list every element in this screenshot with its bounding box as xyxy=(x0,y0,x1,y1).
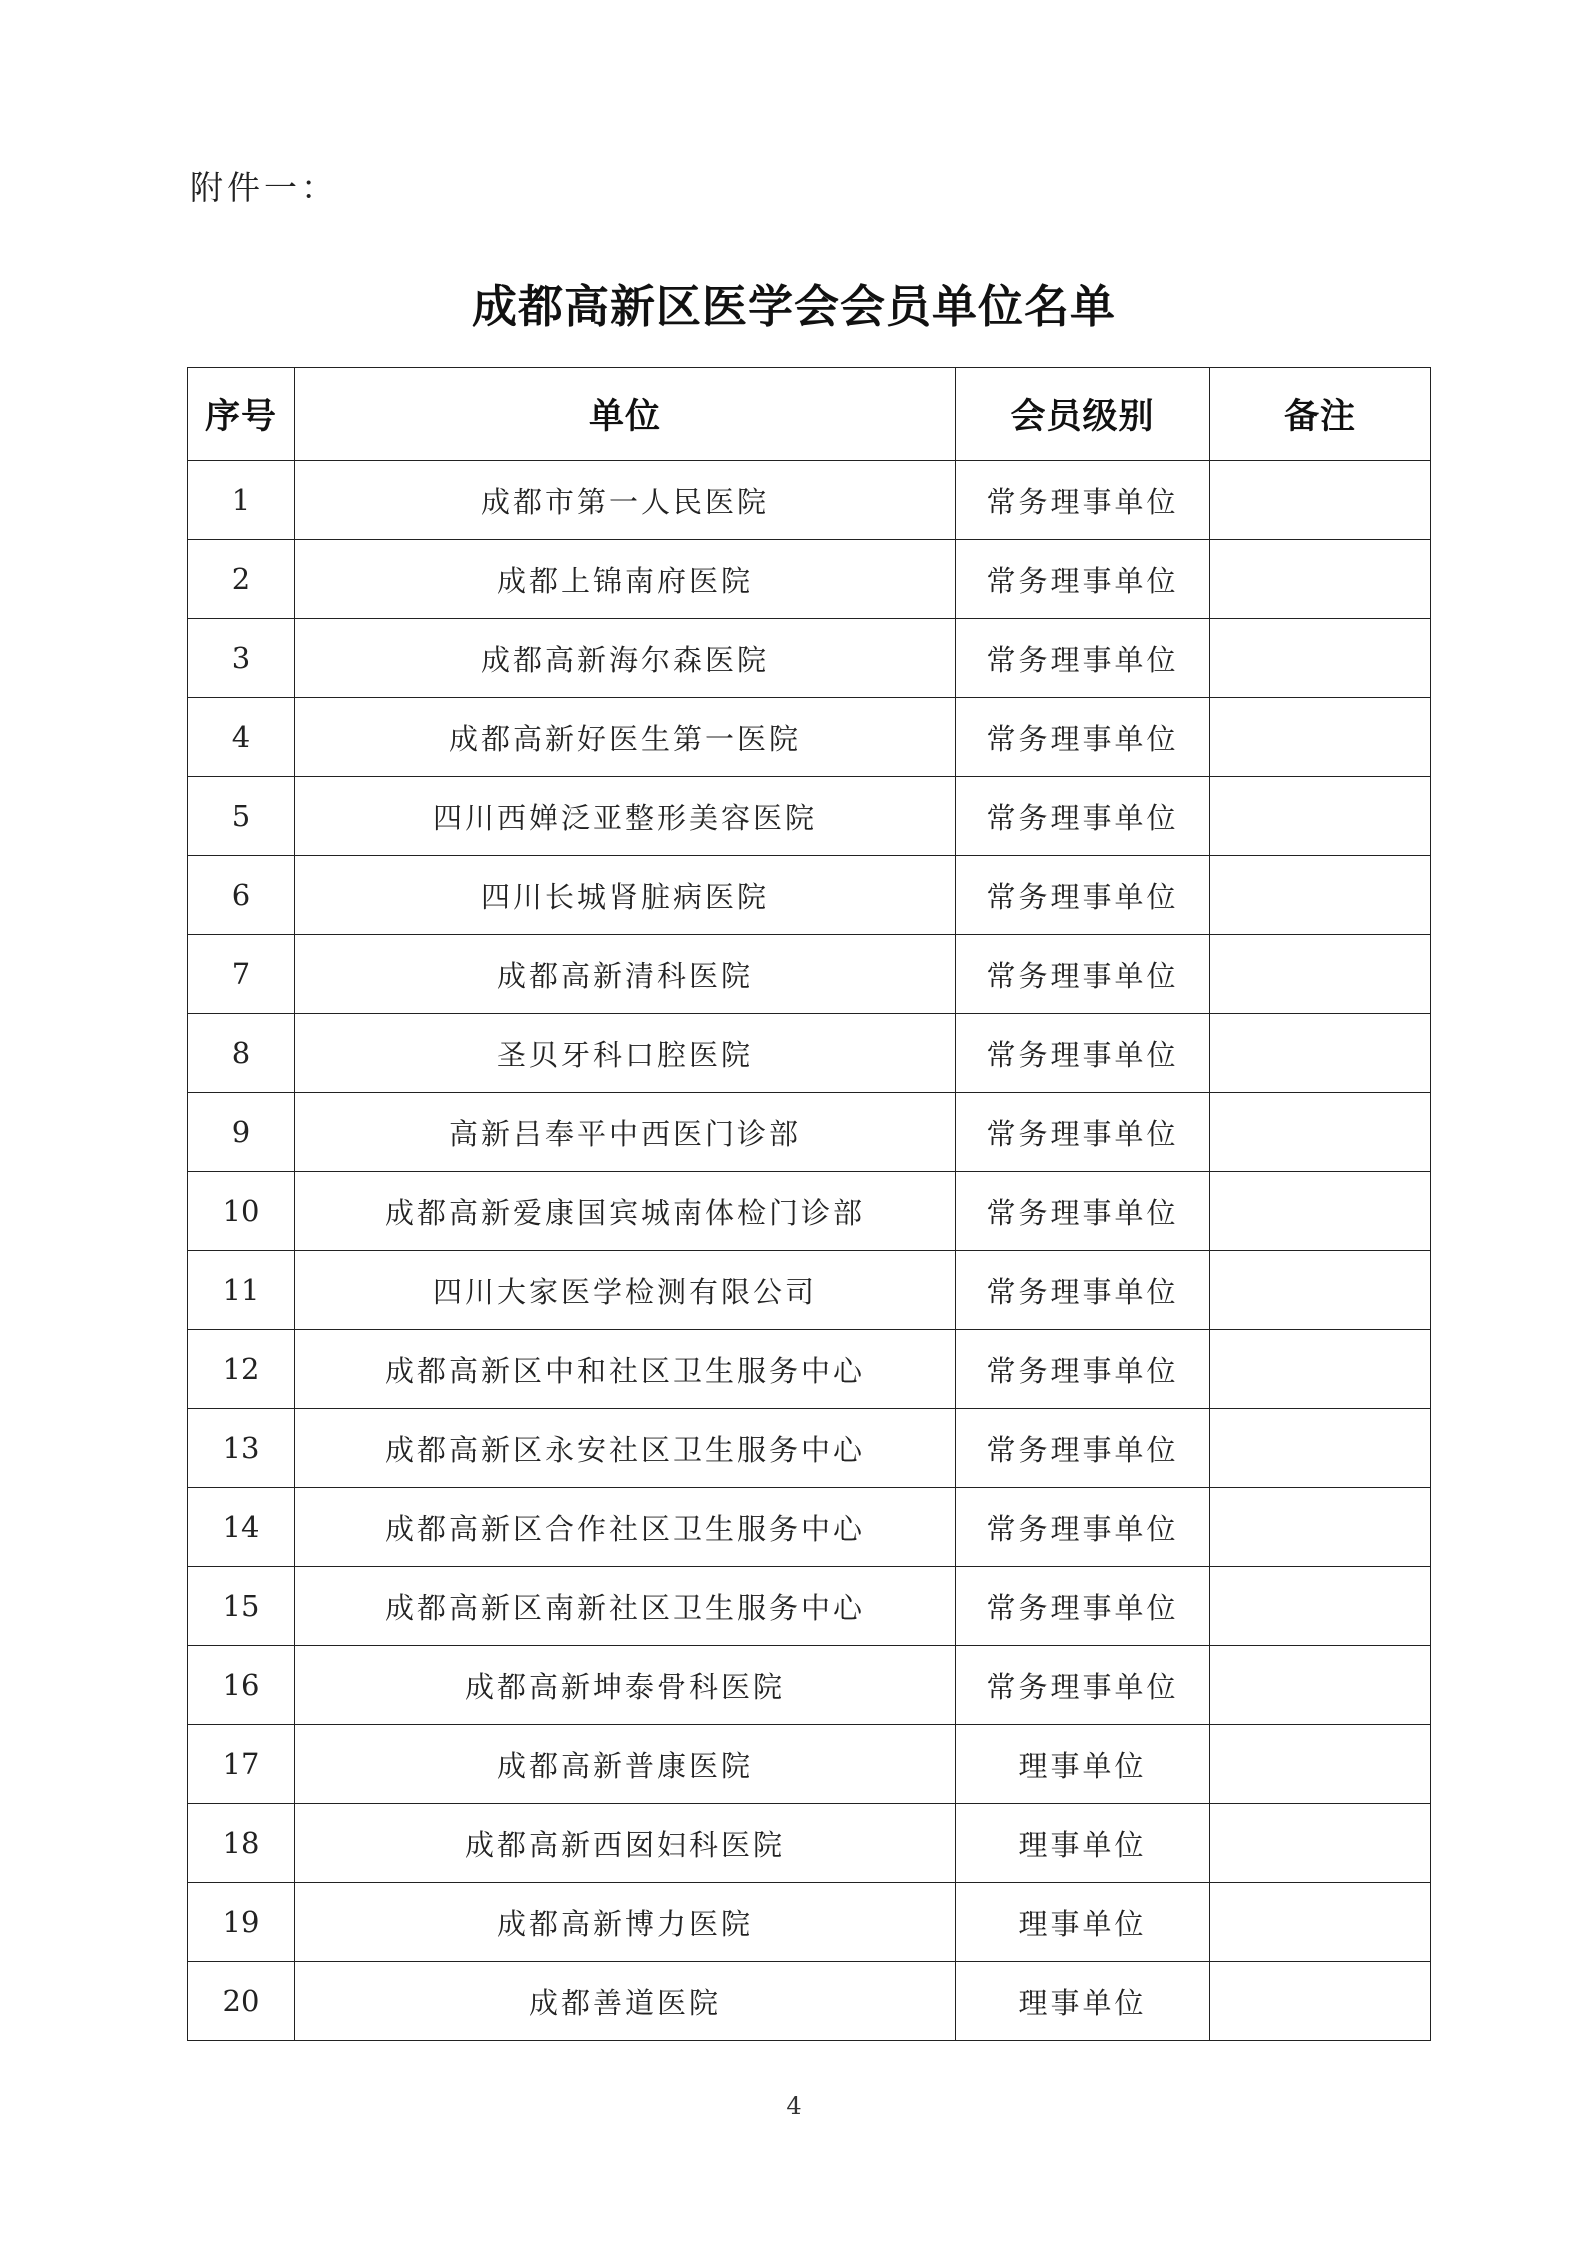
header-unit: 单位 xyxy=(295,368,956,461)
cell-remark xyxy=(1210,777,1431,856)
cell-remark xyxy=(1210,1093,1431,1172)
cell-remark xyxy=(1210,1646,1431,1725)
table-row xyxy=(188,1962,1431,2041)
cell-unit: 成都高新区永安社区卫生服务中心 xyxy=(295,1409,956,1488)
document-title: 成都高新区医学会会员单位名单 xyxy=(471,280,1116,333)
table-row xyxy=(188,935,1431,1014)
cell-unit: 成都高新区合作社区卫生服务中心 xyxy=(295,1488,956,1567)
table-row xyxy=(188,1409,1431,1488)
table-row xyxy=(188,1567,1431,1646)
cell-index: 1 xyxy=(188,461,295,540)
cell-index: 8 xyxy=(188,1014,295,1093)
cell-remark xyxy=(1210,1725,1431,1804)
cell-remark xyxy=(1210,1804,1431,1883)
cell-level: 常务理事单位 xyxy=(956,1251,1210,1330)
cell-index: 9 xyxy=(188,1093,295,1172)
table-row xyxy=(188,698,1431,777)
page-number: 4 xyxy=(786,2092,802,2120)
cell-level: 常务理事单位 xyxy=(956,540,1210,619)
cell-remark xyxy=(1210,1488,1431,1567)
cell-index: 16 xyxy=(188,1646,295,1725)
header-level: 会员级别 xyxy=(956,368,1210,461)
cell-level: 常务理事单位 xyxy=(956,1014,1210,1093)
cell-unit: 成都高新好医生第一医院 xyxy=(295,698,956,777)
cell-unit: 成都高新普康医院 xyxy=(295,1725,956,1804)
member-units-table xyxy=(187,367,1431,2041)
table-row xyxy=(188,1488,1431,1567)
cell-remark xyxy=(1210,461,1431,540)
cell-level: 理事单位 xyxy=(956,1962,1210,2041)
cell-remark xyxy=(1210,1172,1431,1251)
cell-index: 12 xyxy=(188,1330,295,1409)
table-row xyxy=(188,856,1431,935)
cell-unit: 四川长城肾脏病医院 xyxy=(295,856,956,935)
table-row xyxy=(188,1725,1431,1804)
cell-index: 11 xyxy=(188,1251,295,1330)
cell-index: 5 xyxy=(188,777,295,856)
cell-level: 常务理事单位 xyxy=(956,935,1210,1014)
table-row xyxy=(188,777,1431,856)
cell-level: 常务理事单位 xyxy=(956,1488,1210,1567)
cell-level: 常务理事单位 xyxy=(956,1330,1210,1409)
table-row xyxy=(188,1014,1431,1093)
cell-level: 常务理事单位 xyxy=(956,1093,1210,1172)
cell-index: 15 xyxy=(188,1567,295,1646)
cell-unit: 圣贝牙科口腔医院 xyxy=(295,1014,956,1093)
cell-unit: 成都市第一人民医院 xyxy=(295,461,956,540)
cell-level: 常务理事单位 xyxy=(956,461,1210,540)
cell-level: 常务理事单位 xyxy=(956,777,1210,856)
cell-level: 常务理事单位 xyxy=(956,619,1210,698)
cell-level: 常务理事单位 xyxy=(956,698,1210,777)
cell-remark xyxy=(1210,935,1431,1014)
cell-index: 7 xyxy=(188,935,295,1014)
cell-index: 18 xyxy=(188,1804,295,1883)
cell-index: 2 xyxy=(188,540,295,619)
cell-unit: 成都高新清科医院 xyxy=(295,935,956,1014)
cell-remark xyxy=(1210,1409,1431,1488)
cell-level: 常务理事单位 xyxy=(956,1172,1210,1251)
table-row xyxy=(188,1883,1431,1962)
cell-level: 常务理事单位 xyxy=(956,1646,1210,1725)
cell-unit: 成都善道医院 xyxy=(295,1962,956,2041)
cell-unit: 成都上锦南府医院 xyxy=(295,540,956,619)
cell-unit: 成都高新区中和社区卫生服务中心 xyxy=(295,1330,956,1409)
cell-remark xyxy=(1210,1330,1431,1409)
cell-index: 4 xyxy=(188,698,295,777)
cell-unit: 成都高新坤泰骨科医院 xyxy=(295,1646,956,1725)
cell-index: 6 xyxy=(188,856,295,935)
table-row xyxy=(188,1093,1431,1172)
attachment-label: 附件一： xyxy=(190,168,338,207)
cell-remark xyxy=(1210,1014,1431,1093)
table-row xyxy=(188,1172,1431,1251)
table-row xyxy=(188,1330,1431,1409)
cell-index: 17 xyxy=(188,1725,295,1804)
cell-remark xyxy=(1210,540,1431,619)
table-row xyxy=(188,540,1431,619)
cell-remark xyxy=(1210,1251,1431,1330)
header-index: 序号 xyxy=(188,368,295,461)
table-row xyxy=(188,461,1431,540)
cell-unit: 成都高新海尔森医院 xyxy=(295,619,956,698)
cell-remark xyxy=(1210,1962,1431,2041)
cell-remark xyxy=(1210,856,1431,935)
cell-unit: 四川大家医学检测有限公司 xyxy=(295,1251,956,1330)
cell-level: 理事单位 xyxy=(956,1804,1210,1883)
cell-remark xyxy=(1210,698,1431,777)
table-header-row xyxy=(188,368,1431,461)
cell-level: 常务理事单位 xyxy=(956,856,1210,935)
cell-remark xyxy=(1210,1883,1431,1962)
cell-index: 13 xyxy=(188,1409,295,1488)
cell-index: 19 xyxy=(188,1883,295,1962)
cell-unit: 成都高新西囡妇科医院 xyxy=(295,1804,956,1883)
cell-remark xyxy=(1210,619,1431,698)
cell-level: 理事单位 xyxy=(956,1725,1210,1804)
cell-index: 14 xyxy=(188,1488,295,1567)
cell-level: 常务理事单位 xyxy=(956,1409,1210,1488)
cell-unit: 成都高新爱康国宾城南体检门诊部 xyxy=(295,1172,956,1251)
table-row xyxy=(188,1804,1431,1883)
cell-remark xyxy=(1210,1567,1431,1646)
table-row xyxy=(188,1646,1431,1725)
cell-index: 10 xyxy=(188,1172,295,1251)
cell-index: 20 xyxy=(188,1962,295,2041)
cell-index: 3 xyxy=(188,619,295,698)
cell-unit: 成都高新博力医院 xyxy=(295,1883,956,1962)
cell-unit: 成都高新区南新社区卫生服务中心 xyxy=(295,1567,956,1646)
cell-level: 常务理事单位 xyxy=(956,1567,1210,1646)
header-remark: 备注 xyxy=(1210,368,1431,461)
cell-unit: 高新吕奉平中西医门诊部 xyxy=(295,1093,956,1172)
table-row xyxy=(188,619,1431,698)
cell-unit: 四川西婵泛亚整形美容医院 xyxy=(295,777,956,856)
cell-level: 理事单位 xyxy=(956,1883,1210,1962)
table-row xyxy=(188,1251,1431,1330)
